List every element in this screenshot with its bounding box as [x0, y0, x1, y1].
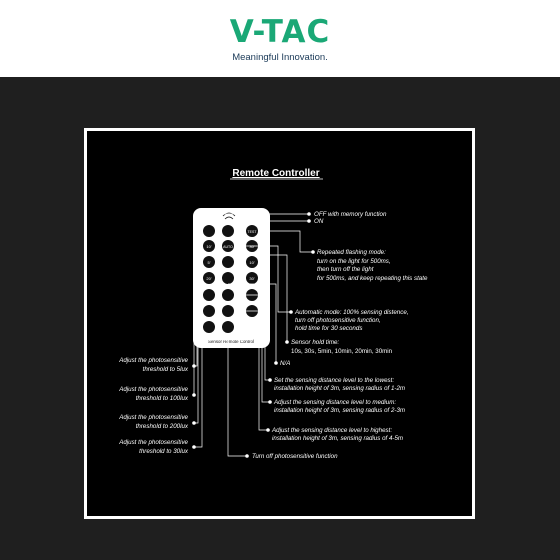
label-off-memory: OFF with memory function: [314, 211, 387, 218]
label-lux5-1: Adjust the photosensitive: [119, 357, 188, 364]
brand-logo: V-TAC: [229, 14, 331, 50]
on-button[interactable]: [222, 225, 234, 237]
label-hold-1: Sensor hold time:: [291, 339, 340, 346]
dot-lux200: [192, 421, 196, 425]
label-flash-4: for 500ms, and keep repeating this state: [317, 275, 428, 282]
dot-lux100: [192, 393, 196, 397]
hold-10min-label: 10': [249, 260, 255, 265]
label-medium-2: installation height of 3m, sensing radius of 2-3m: [274, 407, 406, 414]
hold-30s-label: 30': [249, 244, 255, 249]
label-hold-2: 10s, 30s, 5min, 10min, 20min, 30min: [291, 348, 393, 355]
label-on: ON: [314, 218, 324, 225]
na-button[interactable]: [222, 272, 234, 284]
label-lux30-2: threshold to 30lux: [139, 448, 188, 455]
label-highest-2: installation height of 3m, sensing radius of 4-5m: [272, 435, 404, 442]
dot-auto: [289, 310, 293, 314]
dot-na: [274, 361, 278, 365]
label-lux30-1: Adjust the photosensitive: [119, 439, 188, 446]
dot-hold: [285, 340, 289, 344]
right-annotations: [252, 211, 428, 460]
label-flash-1: Repeated flashing mode:: [317, 249, 386, 256]
label-na: N/A: [280, 360, 291, 367]
dot-lowest: [268, 378, 272, 382]
hold-10s-label: 10': [206, 244, 212, 249]
distance-low-button[interactable]: [222, 289, 234, 301]
test-button-label: TEST: [247, 230, 257, 234]
hold-20min-label: 20': [206, 276, 212, 281]
dot-off-memory: [307, 212, 311, 216]
label-lux200-2: threshold to 200lux: [135, 423, 188, 430]
label-lowest-2: installation height of 3m, sensing radius of 1-2m: [274, 385, 406, 392]
lux100-button[interactable]: [203, 305, 215, 317]
left-annotations: [118, 357, 189, 455]
label-auto-2: turn off photosensitive function,: [295, 317, 381, 324]
label-lux100-1: Adjust the photosensitive: [119, 386, 188, 393]
label-highest-1: Adjust the sensing distance level to highest:: [272, 427, 393, 434]
dot-medium: [268, 400, 272, 404]
label-lux5-2: threshold to 5lux: [142, 366, 188, 373]
dot-flash: [311, 250, 315, 254]
hold-30min-label: 30': [249, 276, 255, 281]
label-medium-1: Adjust the sensing distance level to medium:: [274, 399, 397, 406]
photo-off-button[interactable]: [222, 321, 234, 333]
off-memory-button[interactable]: [203, 225, 215, 237]
auto-button-label: AUTO: [223, 245, 233, 249]
dot-lux30: [192, 445, 196, 449]
leader-photo-off: [228, 333, 247, 456]
dot-lux5: [192, 364, 196, 368]
center-button[interactable]: [222, 256, 234, 268]
dot-on: [307, 219, 311, 223]
label-lowest-1: Set the sensing distance level to the lowest:: [274, 377, 395, 384]
label-auto-1: Automatic mode: 100% sensing distence,: [295, 309, 409, 316]
label-photo-off: Turn off photosensitive function: [252, 453, 338, 460]
label-lux100-2: threshold to 100lux: [135, 395, 188, 402]
label-lux200-1: Adjust the photosensitive: [119, 414, 188, 421]
diagram-title: Remote Controller: [232, 168, 320, 179]
hold-5min-label: 5': [207, 260, 211, 265]
dot-photo-off: [245, 454, 249, 458]
label-auto-3: hold time for 30 seconds: [295, 325, 363, 332]
distance-high-button[interactable]: [222, 305, 234, 317]
dot-highest: [266, 428, 270, 432]
label-flash-2: turn on the light for 500ms,: [317, 258, 391, 265]
lux30-button[interactable]: [203, 321, 215, 333]
lux5-button[interactable]: [203, 289, 215, 301]
brand-tagline: Meaningful Innovation.: [232, 52, 328, 63]
leader-lux30: [194, 333, 209, 447]
label-flash-3: then turn off the light: [317, 266, 374, 273]
remote-label: Sensor Remote Control: [208, 339, 254, 344]
